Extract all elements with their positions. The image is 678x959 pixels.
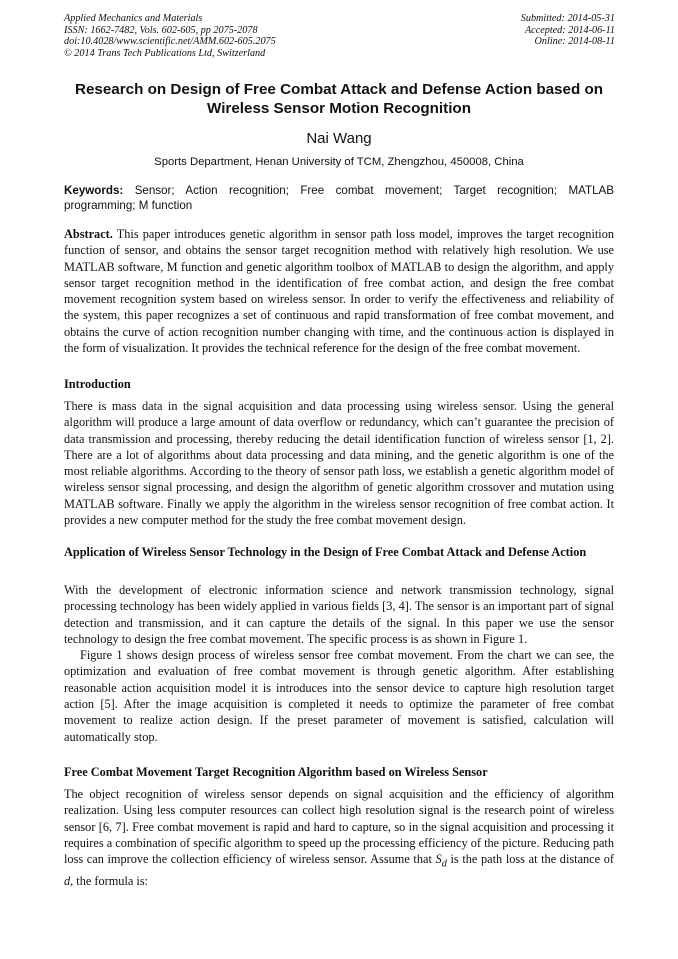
application-text-1: With the development of electronic information science and network transmission technology, signal processing technology has been widely applied in various fields [3, 4]. The sensor is an important part of signal detection and transmission, and it can capture the details of the signal. In this paper we use the sensor technology to design the free combat movement. The specific process is as shown in Figure 1. <box>64 583 614 646</box>
algorithm-text-3: , the formula is: <box>70 873 149 888</box>
section-heading-application: Application of Wireless Sensor Technology in the Design of Free Combat Attack and Defense Action <box>64 545 587 559</box>
path-loss-symbol-base: S <box>435 852 442 867</box>
section-heading-introduction: Introduction <box>64 377 131 391</box>
keywords-text: Sensor; Action recognition; Free combat movement; Target recognition; MATLAB programming; M function <box>64 184 614 212</box>
path-loss-symbol <box>435 852 447 870</box>
date-accepted: Accepted: 2014-06-11 <box>524 24 615 36</box>
journal-issn: ISSN: 1662-7482, Vols. 602-605, pp 2075-2078 <box>64 24 258 36</box>
journal-copyright: © 2014 Trans Tech Publications Ltd, Switzerland <box>64 47 266 59</box>
keywords-label: Keywords: <box>64 184 124 197</box>
paper-title: Research on Design of Free Combat Attack and Defense Action based on Wireless Sensor Motion Recognition <box>74 81 604 117</box>
dates-header <box>521 13 615 48</box>
introduction-paragraph <box>64 398 614 528</box>
application-paragraphs <box>64 582 614 745</box>
distance-variable: d <box>64 873 71 888</box>
author-affiliation: Sports Department, Henan University of TCM, Zhengzhou, 450008, China <box>154 156 524 168</box>
section-heading-algorithm: Free Combat Movement Target Recognition Algorithm based on Wireless Sensor <box>64 765 488 779</box>
abstract <box>64 226 614 356</box>
introduction-text: There is mass data in the signal acquisition and data processing using wireless sensor. Using the general algorithm will produce a large amount of data overflow or redundancy, which can’t guarantee the precision of data transmission and processing, thereby reducing the detail identification function of wireless sensor [1, 2]. There are a lot of algorithms about data processing and data mining, and the genetic algorithm is one of the most reliable algorithms. According to the theory of sensor path loss, we establish a genetic algorithm model of wireless sensor signal processing, and design the algorithm of genetic algorithm crossover and mutation using MATLAB software. Finally we apply the algorithm in the wireless sensor recognition of free combat action. It provides a new computer method for the study the free combat movement design. <box>64 399 614 528</box>
application-text-2: Figure 1 shows design process of wireless sensor free combat movement. From the chart we can see, the optimization and evaluation of free combat movement is through genetic algorithm. After establishing reasonable action acquisition model it is introduces into the sensor device to capture high resolution target action [5]. After the image acquisition is completed it needs to optimize the parameter of free combat movement to realize action design. If the preset parameter of movement is satisfied, calculation will automatically stop. <box>64 648 614 744</box>
algorithm-text-1: The object recognition of wireless sensor depends on signal acquisition and the efficiency of algorithm realization. Using less computer resources can collect high resolution signal is the research point of wireless sensor [6, 7]. Free combat movement is rapid and hard to capture, so in the signal acquisition and processing it requires a combination of specific algorithm to speed up the processing efficiency of the picture. Reducing path loss can improve the collection efficiency of wireless sensor. Assume that <box>64 787 614 867</box>
journal-name: Applied Mechanics and Materials <box>64 13 203 24</box>
journal-doi: doi:10.4028/www.scientific.net/AMM.602-605.2075 <box>64 36 276 48</box>
author-name: Nai Wang <box>306 130 372 147</box>
journal-header <box>64 13 276 59</box>
path-loss-symbol-sub: d <box>441 858 447 870</box>
algorithm-text-2: is the path loss at the distance of <box>450 852 614 867</box>
date-online: Online: 2014-08-11 <box>534 36 615 48</box>
date-submitted: Submitted: 2014-05-31 <box>520 13 615 24</box>
abstract-text: This paper introduces genetic algorithm in sensor path loss model, improves the target recognition function of sensor, and obtains the sensor target recognition method with relatively high resolution. We use MATLAB software, M function and genetic algorithm toolbox of MATLAB to design the algorithm, and apply sensor target recognition method in the identification of free combat action, and design the free combat movement recognition system based on wireless sensor. In order to verify the effectiveness and reliability of the system, this paper recognizes a set of continuous and rapid transformation of free combat movement, and obtains the curve of action recognition number changing with time, and the continuous action is displayed in the form of visualization. It provides the technical reference for the design of the free combat movement. <box>64 227 614 356</box>
keywords <box>64 183 614 213</box>
algorithm-paragraph <box>64 786 614 889</box>
abstract-label: Abstract. <box>64 227 113 241</box>
